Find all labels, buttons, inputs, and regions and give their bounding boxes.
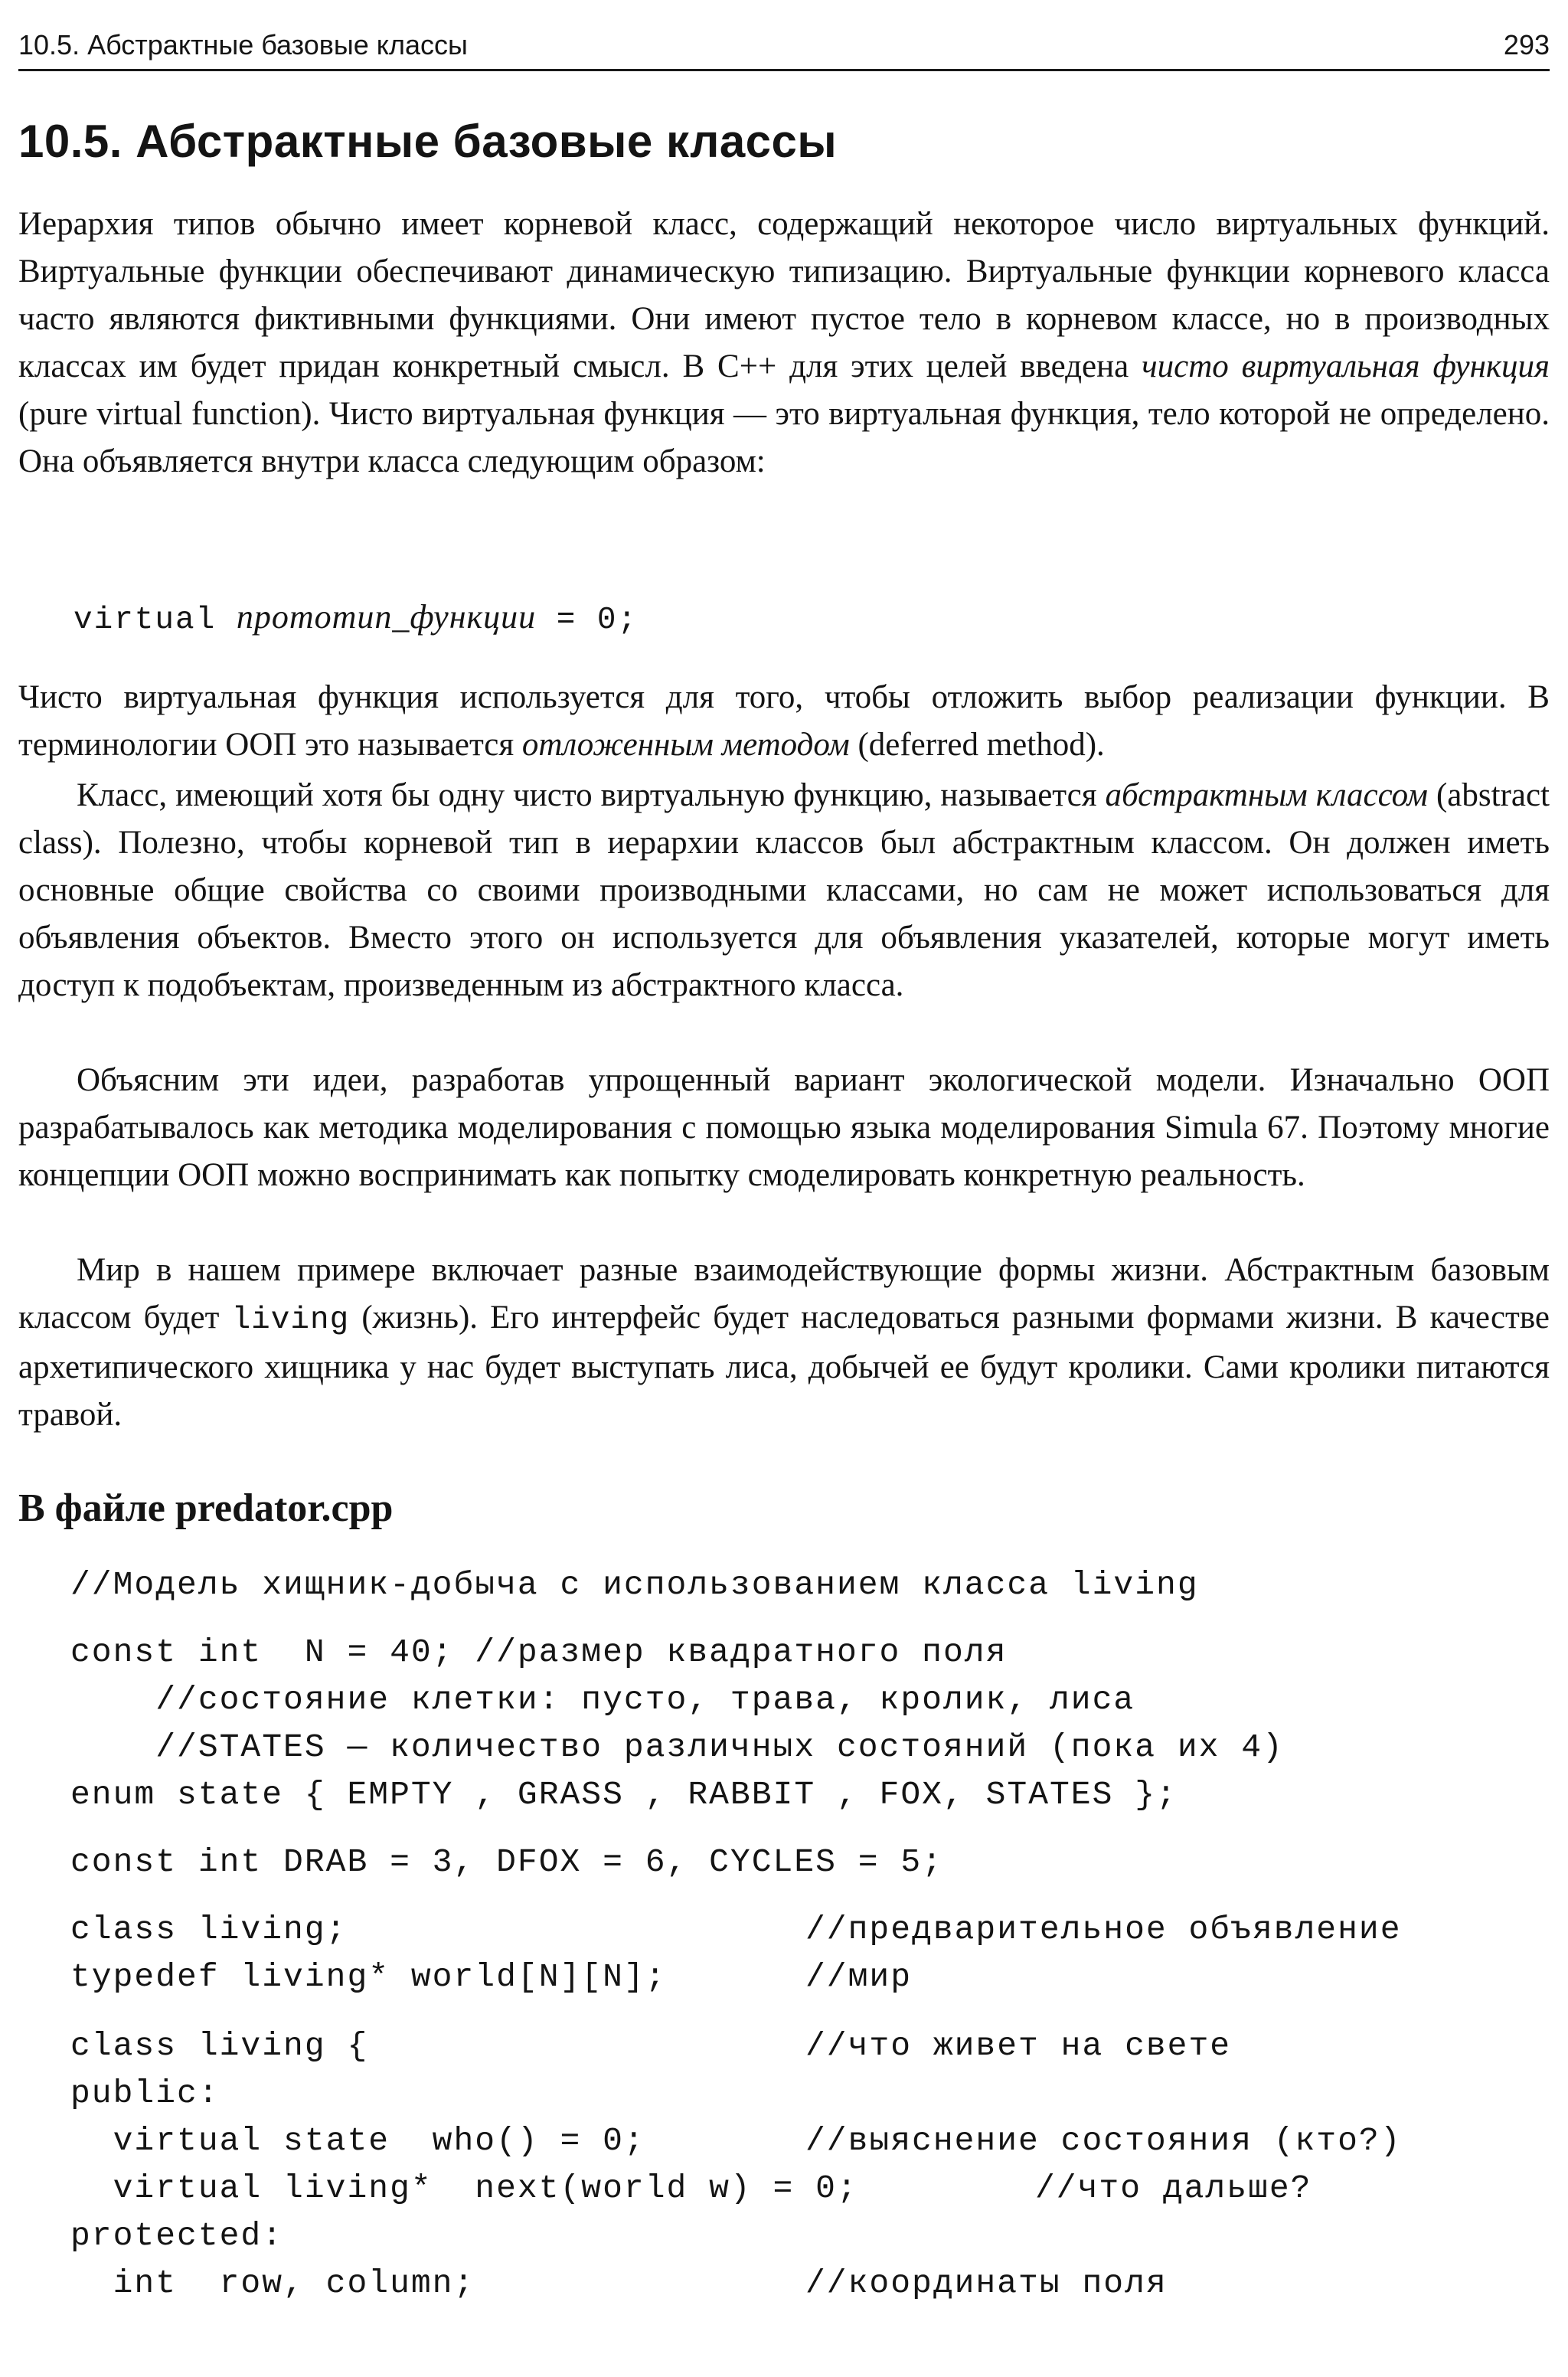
section-heading: 10.5. Абстрактные базовые классы (18, 116, 838, 167)
code-line: protected: (70, 2217, 284, 2254)
code-comment: //что дальше? (1035, 2169, 1312, 2207)
page-number: 293 (1503, 29, 1550, 60)
code-line: //STATES — количество различных состояний (пока их 4) (70, 1728, 1284, 1766)
code-line: const int DRAB = 3, DFOX = 6, CYCLES = 5; (70, 1843, 943, 1881)
code-line: public: (70, 2075, 220, 2112)
code-comment: //мир (805, 1958, 913, 1996)
code-line: const int N = 40; //размер квадратного поля (70, 1633, 1008, 1671)
term-abstract-class: абстрактным классом (1105, 777, 1428, 813)
term-deferred-method: отложенным методом (521, 727, 850, 763)
code-comment: //выяснение состояния (кто?) (805, 2122, 1402, 2160)
code-line: //состояние клетки: пусто, трава, кролик, лиса (70, 1681, 1135, 1718)
code-line: virtual state who() = 0; //выяснение состояния (кто?) (70, 2118, 645, 2164)
inline-code-living: living (231, 1303, 350, 1338)
running-header-title: 10.5. Абстрактные базовые классы (18, 29, 468, 60)
code-comment: //предварительное объявление (805, 1911, 1402, 1948)
code-line: class living { //что живет на свете (70, 2023, 368, 2069)
paragraph-intro: Иерархия типов обычно имеет корневой класс, содержащий некоторое число виртуальных функций. Виртуальные функции обеспечивают динамическую типизацию. Виртуальные функции корневого класса часто являются фиктивными функциями. Они имеют пустое тело в корневом классе, но в производных классах им будет придан конкретный смысл. В С++ для этих целей введена чисто виртуальная функция (pure virtual function). Чисто виртуальная функция — это виртуальная функция, тело которой не определено. Она объявляется внутри класса следующим образом: (18, 206, 1550, 479)
code-line: typedef living* world[N][N]; //мир (70, 1954, 667, 2000)
paragraph-ecology-model: Объясним эти идеи, разработав упрощенный вариант экологической модели. Изначально ООП разрабатывалось как методика моделирования с помощью языка моделирования Simula 67. Поэтому многие концепции ООП можно воспринимать как попытку смоделировать конкретную реальность. (18, 1062, 1550, 1193)
paragraph-living-class: Мир в нашем примере включает разные взаимодействующие формы жизни. Абстрактным базовым классом будет living (жизнь). Его интерфейс будет наследоваться разными формами жизни. В качестве архетипического хищника у нас будет выступать лиса, добычей ее будут кролики. Сами кролики питаются травой. (18, 1252, 1550, 1433)
file-heading: В файле predator.cpp (18, 1486, 394, 1530)
term-pure-virtual-function: чисто виртуальная функция (1142, 348, 1550, 384)
code-comment: //координаты поля (805, 2264, 1168, 2302)
pure-virtual-declaration: virtual прототип_функции = 0; (74, 598, 639, 638)
code-comment: //что живет на свете (805, 2027, 1232, 2065)
code-line: virtual living* next(world w) = 0; //что дальше? (70, 2166, 858, 2212)
paragraph-abstract-class: Класс, имеющий хотя бы одну чисто виртуальную функцию, называется абстрактным классом (abstract class). Полезно, чтобы корневой тип в иерархии классов был абстрактным классом. Он должен иметь основные общие свойства со своими производными классами, но сам не может использоваться для объявления объектов. Вместо этого он используется для объявления указателей, которые могут иметь доступ к подобъектам, произведенным из абстрактного класса. (18, 777, 1550, 1003)
paragraph-deferred-method: Чисто виртуальная функция используется для того, чтобы отложить выбор реализации функции. В терминологии ООП это называется отложенным методом (deferred method). (18, 679, 1550, 763)
code-line: int row, column; //координаты поля (70, 2261, 475, 2307)
code-line: enum state { EMPTY , GRASS , RABBIT , FOX, STATES }; (70, 1776, 1178, 1813)
running-header (18, 23, 1550, 71)
code-line: class living; //предварительное объявление (70, 1907, 347, 1953)
code-line: //Модель хищник-добыча с использованием класса living (70, 1566, 1199, 1604)
